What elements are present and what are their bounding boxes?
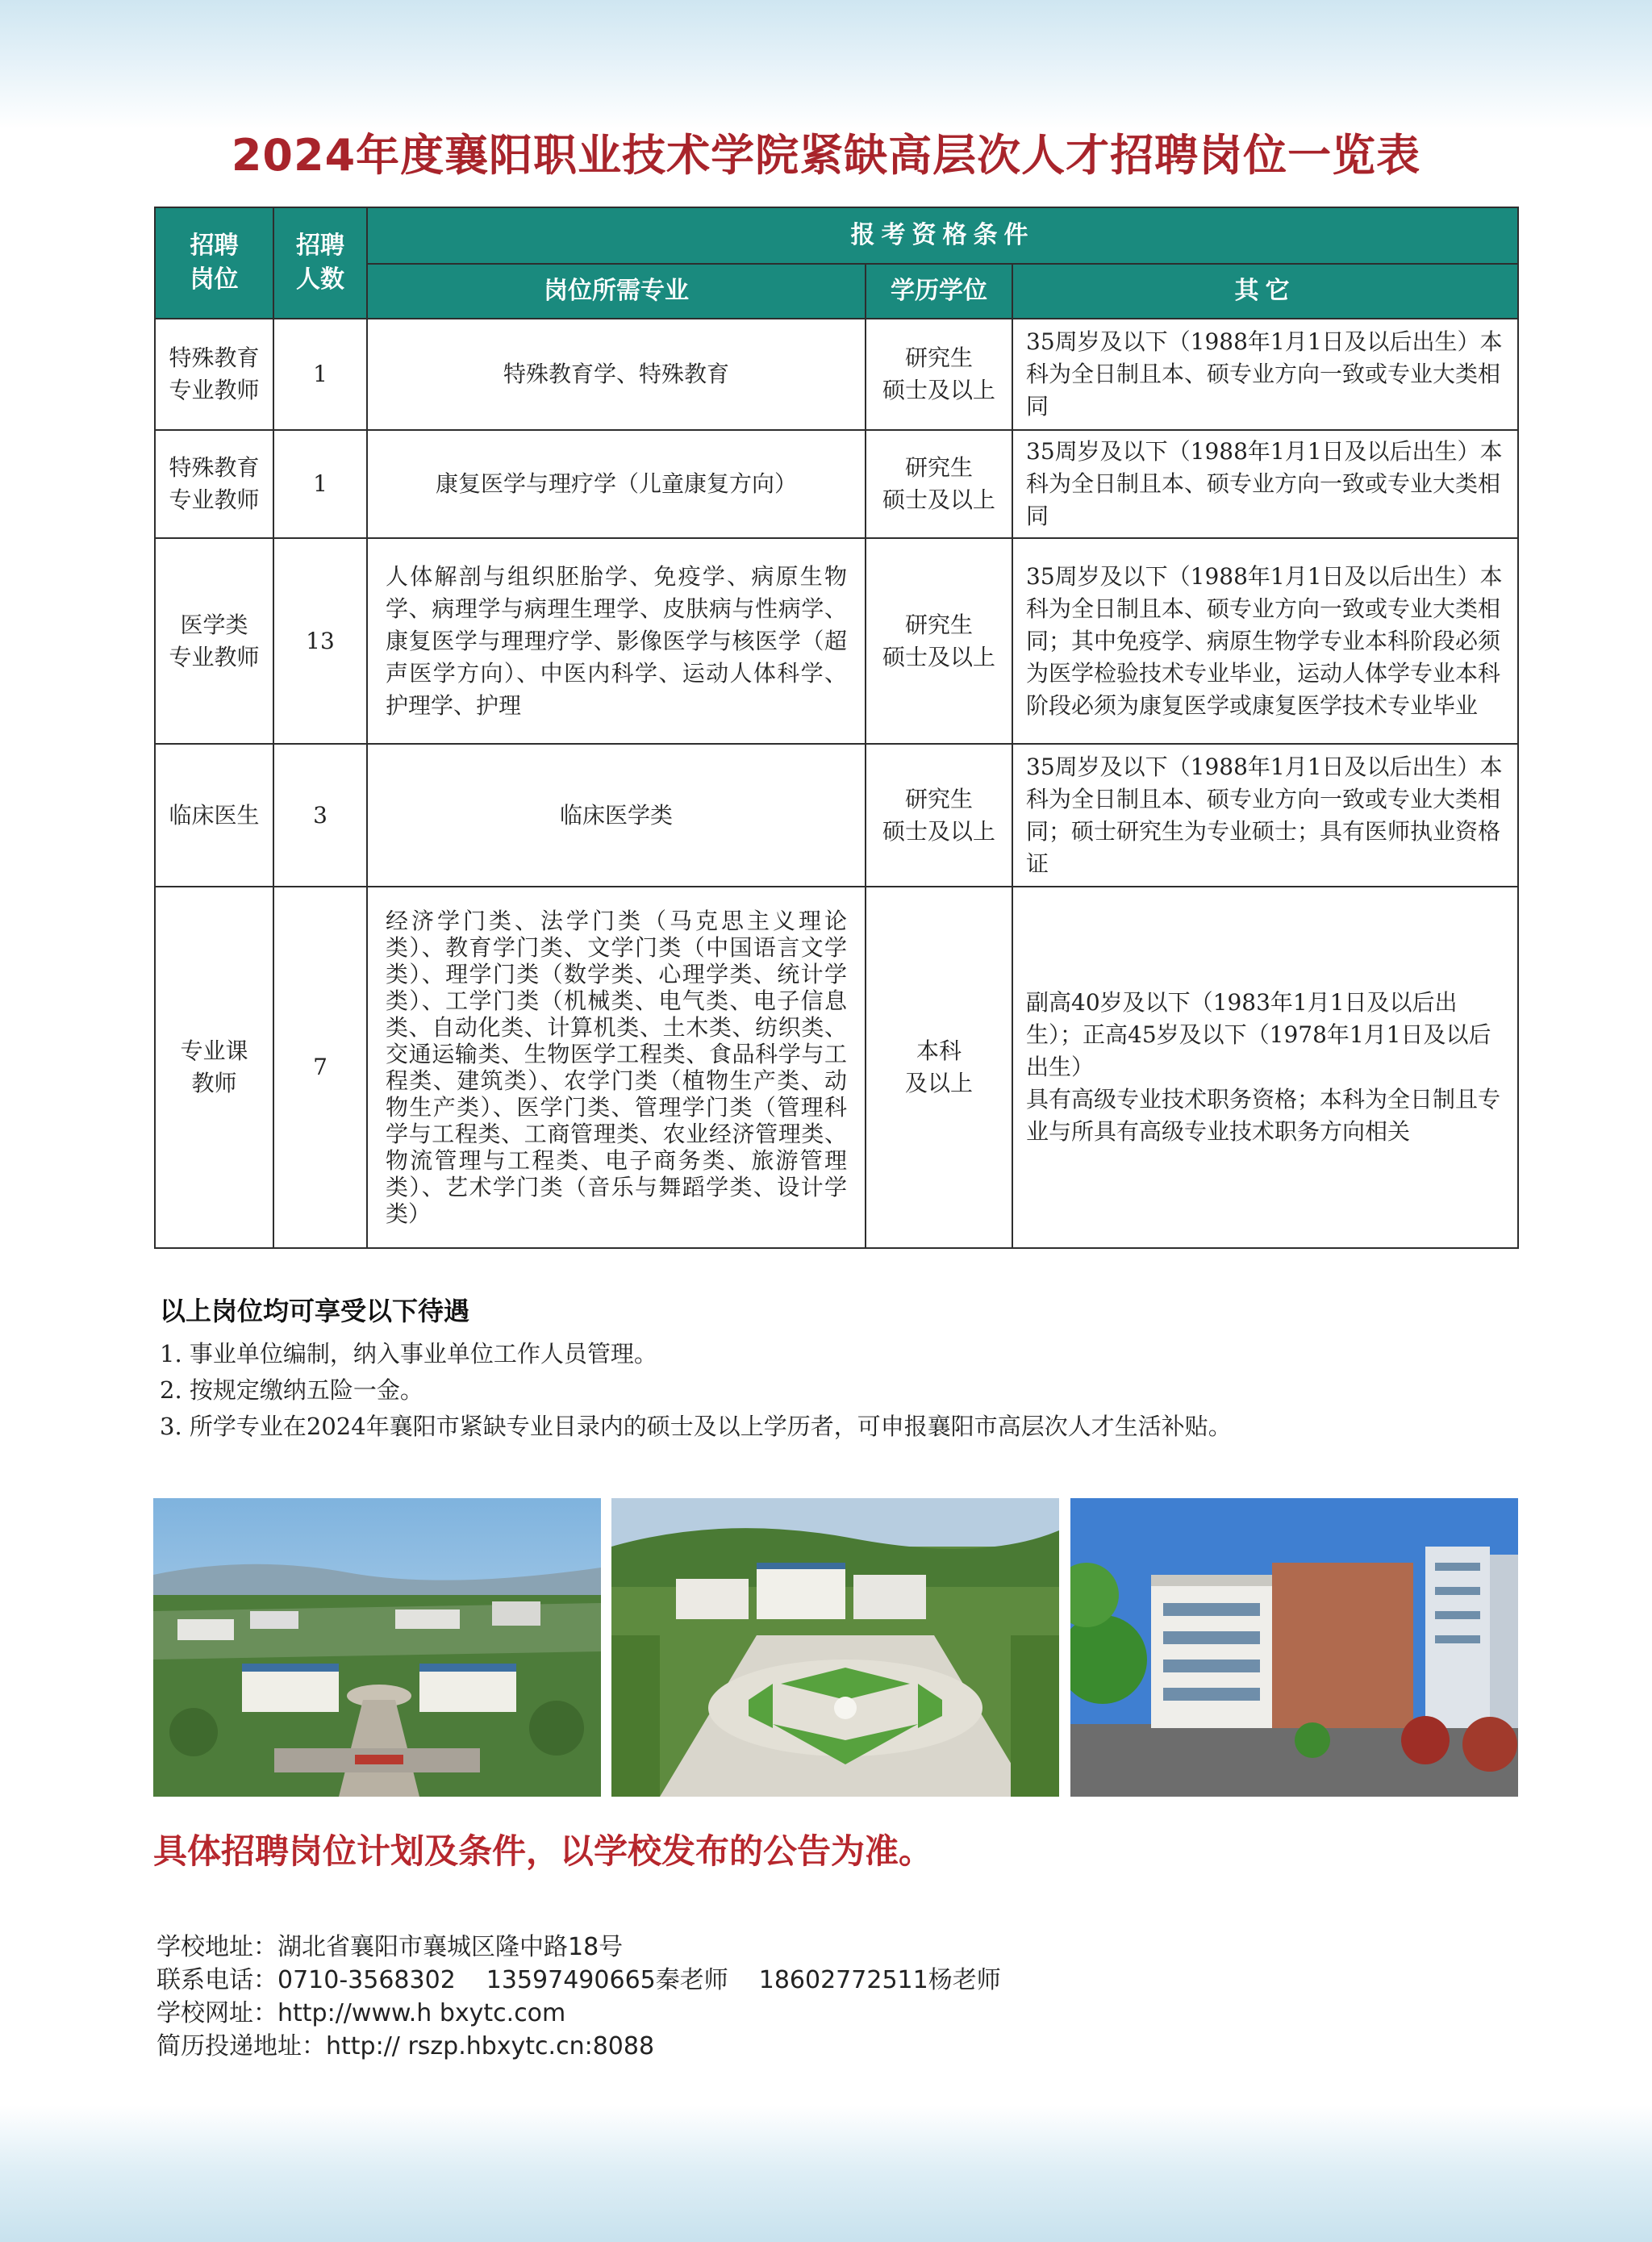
cell-post: 特殊教育 专业教师 xyxy=(155,430,273,538)
cell-count: 1 xyxy=(273,319,367,430)
resume-label: 简历投递地址： xyxy=(156,2032,326,2060)
cell-major: 经济学门类、法学门类（马克思主义理论类）、教育学门类、文学门类（中国语言文学类）、理学门类（数学类、心理学类、统计学类）、工学门类（机械类、电气类、电子信息类、自动化类、计算机类、土木类、纺织类、交通运输类、生物医学工程类、食品科学与工程类、建筑类）、农学门类（植物生产类、动物生产类）、医学门类、管理学门类（管理科学与工程类、工商管理类、农业经济管理类、物流管理与工程类、电子商务类、旅游管理类）、艺术学门类（音乐与舞蹈学类、设计学类） xyxy=(367,887,866,1248)
header-major: 岗位所需专业 xyxy=(367,264,866,319)
phone-1: 0710-3568302 xyxy=(277,1966,456,1994)
header-conditions: 报考资格条件 xyxy=(367,207,1518,264)
table-row xyxy=(155,430,1518,538)
benefit-item: 1. 事业单位编制，纳入事业单位工作人员管理。 xyxy=(160,1340,657,1367)
campus-square-photo xyxy=(611,1498,1059,1797)
table-row xyxy=(155,319,1518,430)
teaching-building-photo xyxy=(1070,1498,1518,1797)
cell-degree: 本科 及以上 xyxy=(866,887,1012,1248)
cell-degree: 研究生 硕士及以上 xyxy=(866,319,1012,430)
website-label: 学校网址： xyxy=(156,1999,277,2027)
cell-major: 人体解剖与组织胚胎学、免疫学、病原生物学、病理学与病理生理学、皮肤病与性病学、康复医学与理理疗学、影像医学与核医学（超声医学方向）、中医内科学、运动人体科学、护理学、护理 xyxy=(367,538,866,744)
phone-3: 18602772511杨老师 xyxy=(758,1966,1001,1994)
table-row xyxy=(155,744,1518,887)
contact-phone xyxy=(156,1964,1528,1997)
contact-website xyxy=(156,1997,1528,2030)
cell-post: 临床医生 xyxy=(155,744,273,887)
recruitment-table xyxy=(154,207,1519,1249)
cell-degree: 研究生 硕士及以上 xyxy=(866,744,1012,887)
page-title: 2024年度襄阳职业技术学院紧缺高层次人才招聘岗位一览表 xyxy=(231,130,1421,181)
contact-info xyxy=(156,1931,1528,2063)
cell-major: 特殊教育学、特殊教育 xyxy=(367,319,866,430)
notice-text: 具体招聘岗位计划及条件，以学校发布的公告为准。 xyxy=(153,1831,933,1871)
contact-resume xyxy=(156,2030,1528,2063)
cell-count: 1 xyxy=(273,430,367,538)
header-post: 招聘 岗位 xyxy=(155,207,273,319)
benefit-item: 3. 所学专业在2024年襄阳市紧缺专业目录内的硕士及以上学历者，可申报襄阳市高层次人才生活补贴。 xyxy=(160,1413,1232,1440)
campus-aerial-photo xyxy=(153,1498,601,1797)
cell-count: 7 xyxy=(273,887,367,1248)
table-row xyxy=(155,538,1518,744)
phone-label: 联系电话： xyxy=(156,1966,277,1994)
campus-photos xyxy=(153,1498,1518,1797)
cell-post: 医学类 专业教师 xyxy=(155,538,273,744)
cell-major: 临床医学类 xyxy=(367,744,866,887)
cell-other: 35周岁及以下（1988年1月1日及以后出生）本科为全日制且本、硕专业方向一致或专业大类相同；其中免疫学、病原生物学专业本科阶段必须为医学检验技术专业毕业，运动人体学专业本科阶段必须为康复医学或康复医学技术专业毕业 xyxy=(1012,538,1518,744)
cell-other: 副高40岁及以下（1983年1月1日及以后出生）；正高45岁及以下（1978年1月1日及以后出生） 具有高级专业技术职务资格；本科为全日制且专业与所具有高级专业技术职务方向相关 xyxy=(1012,887,1518,1248)
address-value: 湖北省襄阳市襄城区隆中路18号 xyxy=(277,1933,624,1961)
cell-degree: 研究生 硕士及以上 xyxy=(866,430,1012,538)
phone-2: 13597490665秦老师 xyxy=(486,1966,728,1994)
header-other: 其它 xyxy=(1012,264,1518,319)
bottom-gradient-band xyxy=(0,2106,1652,2242)
cell-count: 13 xyxy=(273,538,367,744)
cell-degree: 研究生 硕士及以上 xyxy=(866,538,1012,744)
resume-link[interactable]: http:// rszp.hbxytc.cn:8088 xyxy=(326,2032,655,2060)
cell-other: 35周岁及以下（1988年1月1日及以后出生）本科为全日制且本、硕专业方向一致或专业大类相同 xyxy=(1012,319,1518,430)
benefits-title: 以上岗位均可享受以下待遇 xyxy=(160,1296,470,1326)
cell-post: 专业课 教师 xyxy=(155,887,273,1248)
benefit-item: 2. 按规定缴纳五险一金。 xyxy=(160,1376,423,1404)
benefits-section xyxy=(160,1291,1531,1445)
address-label: 学校地址： xyxy=(156,1933,277,1961)
header-count: 招聘 人数 xyxy=(273,207,367,319)
contact-address xyxy=(156,1931,1528,1964)
cell-other: 35周岁及以下（1988年1月1日及以后出生）本科为全日制且本、硕专业方向一致或专业大类相同 xyxy=(1012,430,1518,538)
cell-major: 康复医学与理疗学（儿童康复方向） xyxy=(367,430,866,538)
table-row xyxy=(155,887,1518,1248)
website-link[interactable]: http://www.h bxytc.com xyxy=(277,1999,566,2027)
top-gradient-band xyxy=(0,0,1652,129)
cell-other: 35周岁及以下（1988年1月1日及以后出生）本科为全日制且本、硕专业方向一致或专业大类相同；硕士研究生为专业硕士；具有医师执业资格证 xyxy=(1012,744,1518,887)
cell-post: 特殊教育 专业教师 xyxy=(155,319,273,430)
header-degree: 学历学位 xyxy=(866,264,1012,319)
cell-count: 3 xyxy=(273,744,367,887)
